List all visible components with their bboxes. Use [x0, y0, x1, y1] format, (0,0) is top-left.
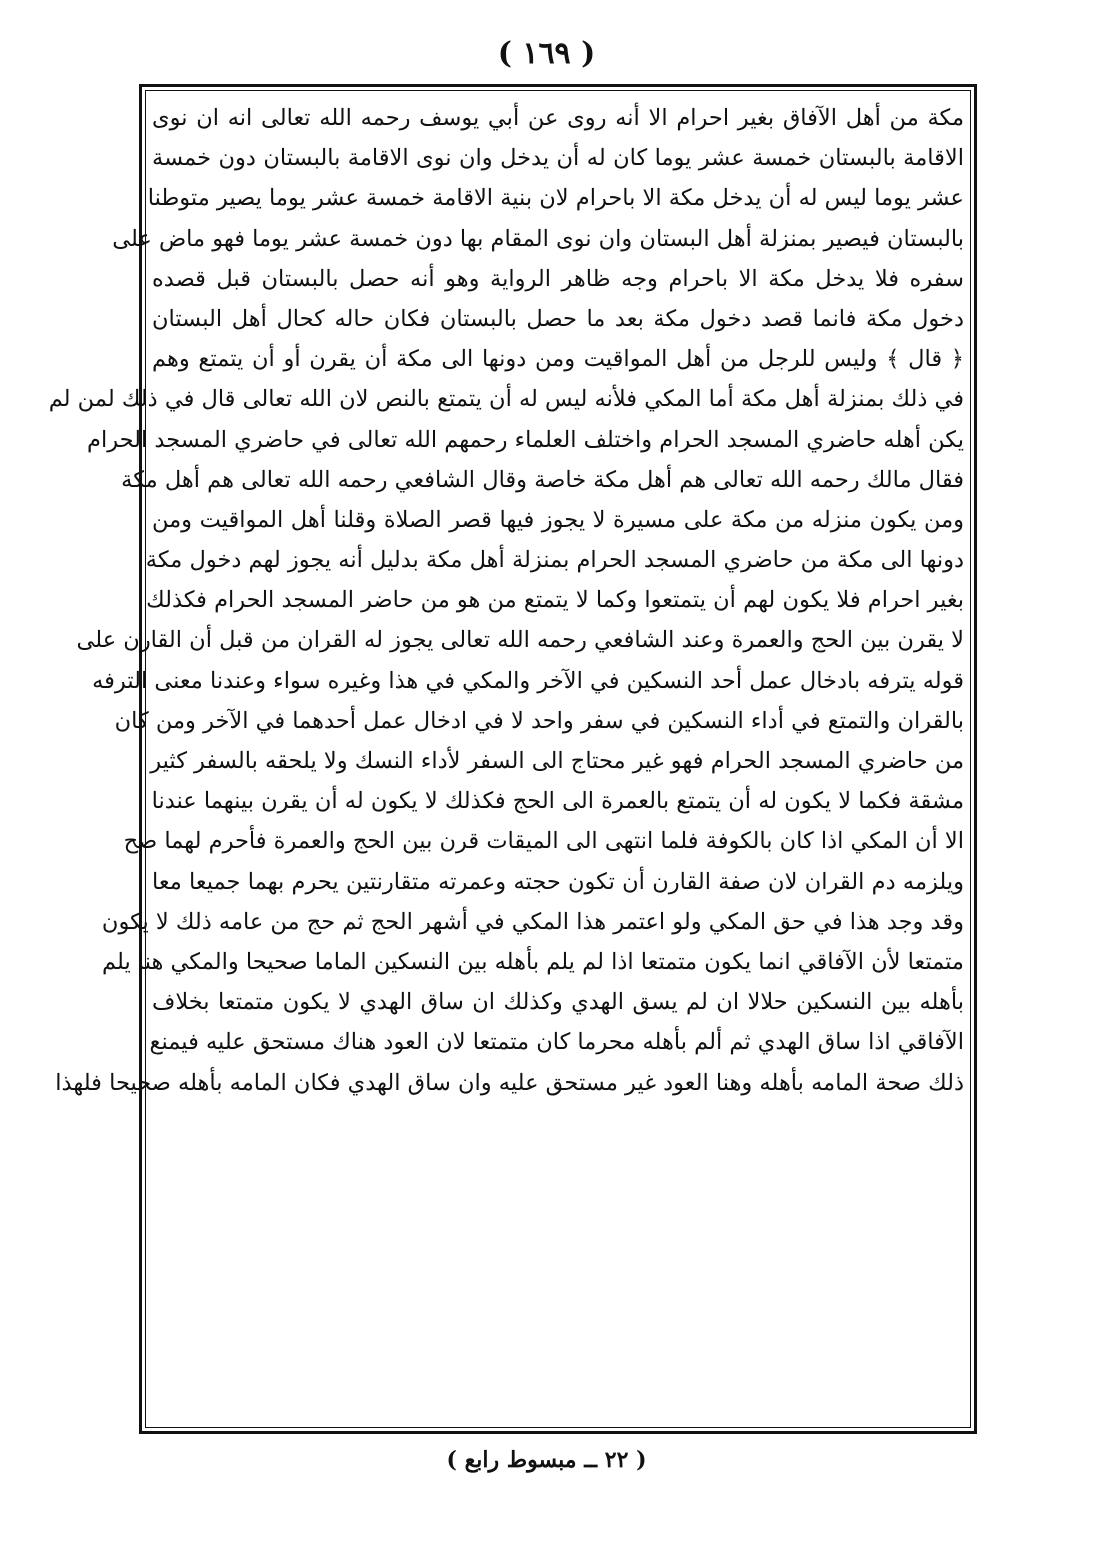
text-line: دخول مكة فانما قصد دخول مكة بعد ما حصل بالبستان فكان حاله كحال أهل البستان — [152, 305, 964, 332]
text-line: ذلك صحة المامه بأهله وهنا العود غير مستحق عليه وان ساق الهدي فكان المامه بأهله صحيحا فلهذا — [55, 1069, 964, 1096]
text-line: قوله يترفه بادخال عمل أحد النسكين في الآخر والمكي في هذا وغيره سواء وعندنا معنى الترفه — [92, 667, 964, 694]
text-line: ويلزمه دم القران لان صفة القارن أن تكون حجته وعمرته متقارنتين يحرم بهما جميعا معا — [152, 868, 964, 895]
text-line: مكة من أهل الآفاق بغير احرام الا أنه روى عن أبي يوسف رحمه الله تعالى انه ان نوى — [152, 105, 964, 131]
text-line: مشقة فكما لا يكون له أن يتمتع بالعمرة الى الحج فكذلك لا يكون له أن يقرن بينهما عندنا — [151, 788, 964, 815]
text-line: من حاضري المسجد الحرام فهو غير محتاج الى السفر لأداء النسك ولا يلحقه بالسفر كثير — [150, 748, 964, 774]
text-line: بغير احرام فلا يكون لهم أن يتمتعوا وكما لا يتمتع من هو من حاضر المسجد الحرام فكذلك — [146, 587, 964, 614]
text-line: ﴿ قال ﴾ وليس للرجل من أهل المواقيت ومن دونها الى مكة أن يقرن أو أن يتمتع وهم — [152, 346, 964, 373]
text-line: في ذلك بمنزلة أهل مكة أما المكي فلأنه ليس له أن يتمتع بالنص لان الله تعالى قال في ذلك لمن لم — [48, 386, 964, 413]
text-line: فقال مالك رحمه الله تعالى هم أهل مكة خاصة وقال الشافعي رحمه الله تعالى هم أهل مكة — [121, 466, 964, 493]
text-line: متمتعا لأن الآفاقي انما يكون متمتعا اذا لم يلم بأهله بين النسكين الماما صحيحا والمكي هنا يلم — [102, 948, 964, 975]
text-line: لا يقرن بين الحج والعمرة وعند الشافعي رحمه الله تعالى يجوز له القران من قبل أن القارن على — [76, 627, 964, 654]
main-text-block — [48, 98, 964, 1424]
text-line: يكن أهله حاضري المسجد الحرام واختلف العلماء رحمهم الله تعالى في حاضري المسجد الحرام — [87, 426, 964, 453]
text-line: ومن يكون منزله من مكة على مسيرة لا يجوز فيها قصر الصلاة وقلنا أهل المواقيت ومن — [152, 506, 964, 533]
text-line: سفره فلا يدخل مكة الا باحرام وجه ظاهر الرواية وهو أنه حصل بالبستان قبل قصده — [152, 265, 964, 292]
text-line: الا أن المكي اذا كان بالكوفة فلما انتهى الى الميقات قرن بين الحج والعمرة فأحرم لهما صح — [123, 828, 964, 855]
text-line: وقد وجد هذا في حق المكي ولو اعتمر هذا المكي في أشهر الحج ثم حج من عامه ذلك لا يكون — [101, 908, 964, 935]
text-line: الآفاقي اذا ساق الهدي ثم ألم بأهله محرما كان متمتعا لان العود هناك مستحق عليه فيمنع — [149, 1029, 964, 1056]
text-line: الاقامة بالبستان خمسة عشر يوما كان له أن يدخل وان نوى الاقامة بالبستان دون خمسة — [152, 145, 964, 172]
page-number: ( ١٦٩ ) — [497, 36, 596, 71]
text-line: بالبستان فيصير بمنزلة أهل البستان وان نوى المقام بها دون خمسة عشر يوما فهو ماض على — [112, 225, 964, 252]
text-line: بالقران والتمتع في أداء النسكين في سفر واحد لا في ادخال عمل أحدهما في الآخر ومن كان — [114, 707, 964, 734]
signature-mark: ( ٢٢ ــ مبسوط رابع ) — [446, 1447, 647, 1473]
text-line: دونها الى مكة من حاضري المسجد الحرام بمنزلة أهل مكة بدليل أنه يجوز لهم دخول مكة — [145, 547, 964, 574]
text-line: عشر يوما ليس له أن يدخل مكة الا باحرام لان بنية الاقامة خمسة عشر يوما يصير متوطنا — [147, 185, 964, 212]
text-line: بأهله بين النسكين حلالا ان لم يسق الهدي وكذلك ان ساق الهدي لا يكون متمتعا بخلاف — [152, 989, 964, 1016]
